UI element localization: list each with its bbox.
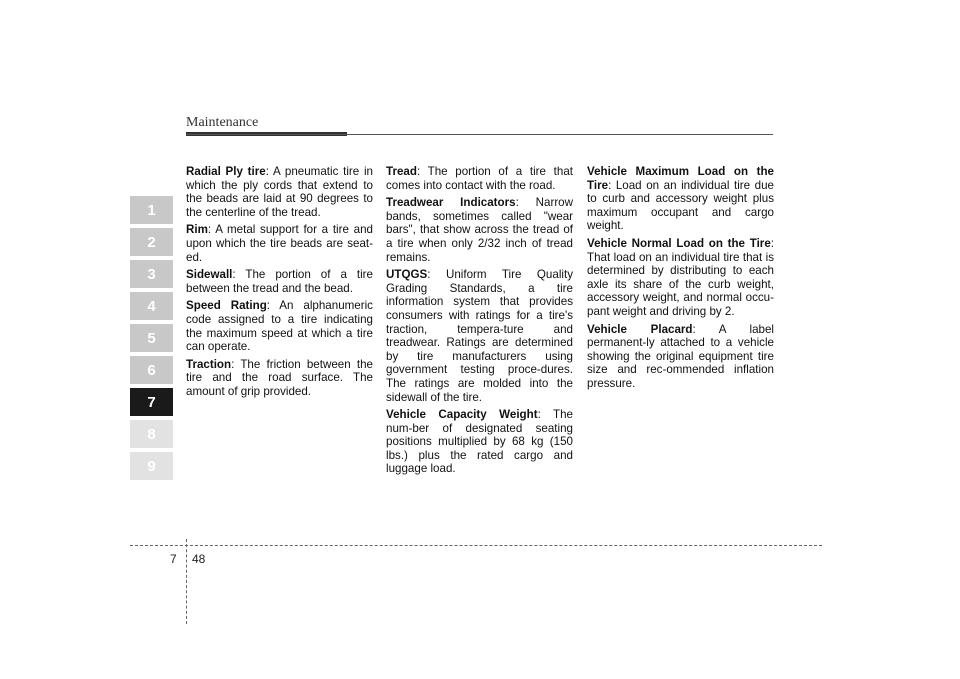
glossary-entry bbox=[186, 358, 373, 399]
glossary-definition: : The friction between the tire and the road surface. The amount of grip provided. bbox=[186, 357, 373, 398]
glossary-definition: : A pneumatic tire in which the ply cords that extend to the beads are laid at 90 degrees to the centerline of the tread. bbox=[186, 165, 373, 219]
glossary-entry bbox=[587, 323, 774, 391]
chapter-tab-9[interactable]: 9 bbox=[130, 452, 173, 480]
glossary-term: Vehicle Capacity Weight bbox=[386, 408, 538, 422]
glossary-term: Vehicle Maximum Load on the Tire bbox=[587, 165, 774, 192]
glossary-term: Sidewall bbox=[186, 268, 233, 282]
glossary-entry bbox=[186, 165, 373, 219]
glossary-definition: : A label permanent-ly attached to a vehicle showing the original equipment tire size and rec-ommended inflation pressure. bbox=[587, 322, 774, 390]
glossary-definition: : An alphanumeric code assigned to a tire indicating the maximum speed at which a tire can operate. bbox=[186, 299, 373, 354]
glossary-term: Vehicle Normal Load on the Tire bbox=[587, 236, 771, 250]
footer-rule bbox=[130, 545, 822, 546]
glossary-entry bbox=[186, 299, 373, 353]
glossary-entry bbox=[386, 196, 573, 264]
chapter-tab-1[interactable]: 1 bbox=[130, 196, 173, 224]
glossary-entry bbox=[186, 223, 373, 264]
glossary-definition: : The portion of a tire that comes into contact with the road. bbox=[386, 165, 573, 192]
chapter-tab-4[interactable]: 4 bbox=[130, 292, 173, 320]
glossary-definition: : Uniform Tire Quality Grading Standards, a tire information system that provides consumers with ratings for a tire's traction, tempera-ture and treadwear. Ratings are determined by tire manufacturers using government testing proce-dures. The ratings are molded into the sidewall of the tire. bbox=[386, 268, 573, 404]
glossary-definition: : The portion of a tire between the tread and the bead. bbox=[186, 268, 373, 295]
glossary-column-3 bbox=[587, 165, 774, 395]
page-chapter-number: 7 bbox=[170, 552, 177, 566]
glossary-definition: : Load on an individual tire due to curb and accessory weight plus maximum occupant and cargo weight. bbox=[587, 178, 774, 233]
glossary-column-1 bbox=[186, 165, 373, 403]
glossary-definition: : The num-ber of designated seating positions multiplied by 68 kg (150 lbs.) plus the rated cargo and luggage load. bbox=[386, 408, 573, 476]
glossary-term: Treadwear Indicators bbox=[386, 196, 516, 210]
chapter-tab-8[interactable]: 8 bbox=[130, 420, 173, 448]
glossary-entry bbox=[587, 165, 774, 233]
glossary-definition: : Narrow bands, sometimes called "wear bars", that show across the tread of a tire when only 2/32 inch of tread remains. bbox=[386, 196, 574, 264]
page-number: 48 bbox=[192, 552, 206, 566]
glossary-term: UTQGS bbox=[386, 268, 428, 282]
glossary-entry bbox=[186, 268, 373, 295]
glossary-definition: : That load on an individual tire that is determined by distributing to each axle its share of the curb weight, accessory weight, and normal occu-pant weight and driving by 2. bbox=[587, 236, 774, 318]
glossary-term: Traction bbox=[186, 357, 232, 371]
glossary-term: Radial Ply tire bbox=[186, 165, 266, 178]
chapter-tab-2[interactable]: 2 bbox=[130, 228, 173, 256]
glossary-column-2 bbox=[386, 165, 573, 480]
glossary-entry bbox=[386, 268, 573, 404]
glossary-entry bbox=[386, 165, 573, 192]
glossary-term: Rim bbox=[186, 223, 208, 237]
chapter-index bbox=[130, 196, 173, 484]
header-rule bbox=[186, 134, 773, 135]
footer-divider bbox=[186, 539, 187, 624]
chapter-tab-7[interactable]: 7 bbox=[130, 388, 173, 416]
chapter-tab-6[interactable]: 6 bbox=[130, 356, 173, 384]
glossary-entry bbox=[386, 408, 573, 476]
chapter-tab-5[interactable]: 5 bbox=[130, 324, 173, 352]
glossary-term: Speed Rating bbox=[186, 299, 267, 313]
page-header-title: Maintenance bbox=[186, 115, 259, 130]
chapter-tab-3[interactable]: 3 bbox=[130, 260, 173, 288]
glossary-term: Vehicle Placard bbox=[587, 322, 693, 336]
glossary-definition: : A metal support for a tire and upon which the tire beads are seat-ed. bbox=[186, 223, 373, 264]
glossary-term: Tread bbox=[386, 165, 417, 178]
glossary-entry bbox=[587, 237, 774, 319]
